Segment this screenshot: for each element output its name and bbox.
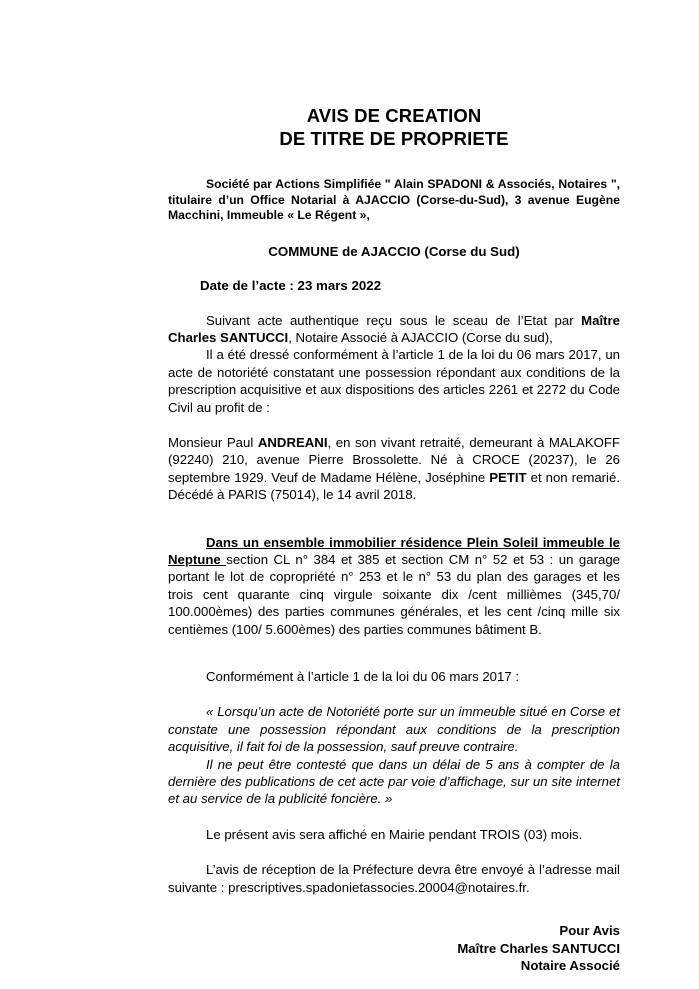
title-line-2: DE TITRE DE PROPRIETE bbox=[279, 128, 509, 149]
conformement-paragraph: Conformément à l’article 1 de la loi du 06 mars 2017 : bbox=[206, 669, 519, 684]
spacer bbox=[168, 685, 620, 703]
property-description-paragraph bbox=[168, 534, 620, 638]
signature-line-3: Notaire Associé bbox=[520, 958, 620, 974]
spacer bbox=[168, 504, 620, 534]
act-intro-tail: , Notaire Associé à AJACCIO (Corse du sud), bbox=[288, 329, 553, 345]
spacer bbox=[168, 294, 620, 312]
prefecture-tail: . bbox=[525, 879, 530, 895]
firm-text: Société par Actions Simplifiée " Alain SPADONI & Associés, Notaires ", titulaire d’un Office Notarial à AJACCIO (Corse-du-Sud), 3 avenue Eugène Macchini, Immeuble « Le Régent », bbox=[168, 177, 620, 222]
signature-block bbox=[168, 922, 620, 975]
legal-quote-paragraph-2: Il ne peut être contesté que dans un délai de 5 ans à compter de la dernière des publications de cet acte par voie d’affichage, sur un site internet et au service de la publicité foncière. » bbox=[168, 756, 620, 807]
spacer bbox=[168, 808, 620, 826]
notoriete-paragraph: Il a été dressé conformément à l’article 1 de la loi du 06 mars 2017, un acte de notoriété constatant une possession répondant aux conditions de la prescription acquisitive et aux dispositions des articles 2261 et 2272 du Code Civil au profit de : bbox=[168, 347, 620, 415]
spacer bbox=[168, 416, 620, 434]
signature-line-1: Pour Avis bbox=[559, 923, 620, 939]
legal-quote-paragraph-1: « Lorsqu’un acte de Notoriété porte sur un immeuble situé en Corse et constate une possession répondant aux conditions de la prescription acquisitive, il fait foi de la possession, sauf preuve contraire. bbox=[168, 704, 620, 755]
spacer bbox=[168, 638, 620, 668]
person-paragraph bbox=[168, 434, 620, 504]
act-intro-lead: Suivant acte authentique reçu sous le sceau de l’Etat par bbox=[206, 312, 582, 328]
prefecture-lead: L’avis de réception de la Préfecture devra être envoyé à l’adresse mail suivante : bbox=[168, 862, 620, 895]
property-details: section CL n° 384 et 385 et section CM n° 52 et 53 : un garage portant le lot de copropriété n° 253 et le n° 53 du plan des garages et les trois cent quarante cinq virgule soixante dix /cent millièmes (345,70/ 100.000èmes) des parties communes générales, et les cent /cinq mille six centièmes (100/ 5.600èmes) des parties communes bâtiment B. bbox=[168, 551, 620, 637]
person-seg-3: et non remarié. Décédé à PARIS (75014), le 14 avril 2018. bbox=[168, 469, 620, 503]
property-building-name: Dans un ensemble immobilier résidence Plein Soleil immeuble le Neptune bbox=[168, 534, 620, 567]
page-title bbox=[168, 104, 620, 150]
firm-identification-block bbox=[168, 177, 620, 224]
affichage-paragraph: Le présent avis sera affiché en Mairie pendant TROIS (03) mois. bbox=[206, 826, 583, 842]
act-intro-paragraph bbox=[168, 312, 620, 347]
notary-name-bold: Maître Charles SANTUCCI bbox=[168, 312, 620, 345]
signature-line-2: Maître Charles SANTUCCI bbox=[457, 940, 620, 956]
spacer bbox=[168, 843, 620, 861]
person-seg-2: , en son vivant retraité, demeurant à MALAKOFF (92240) 210, avenue Pierre Brossolette. Né à CROCE (20237), le 26 septembre 1929. Veuf de Madame Hélène, Joséphine bbox=[168, 434, 620, 485]
spouse-surname-petit: PETIT bbox=[489, 469, 527, 485]
prefecture-paragraph bbox=[168, 861, 620, 896]
title-line-1: AVIS DE CREATION bbox=[306, 105, 482, 126]
person-seg-1: Monsieur Paul bbox=[168, 434, 258, 450]
document-content-column bbox=[168, 0, 620, 975]
prefecture-email: prescriptives.spadonietassocies.20004@notaires.fr bbox=[228, 879, 526, 895]
date-of-act: Date de l’acte : 23 mars 2022 bbox=[200, 277, 382, 293]
commune-heading: COMMUNE de AJACCIO (Corse du Sud) bbox=[268, 243, 520, 259]
person-surname-andreani: ANDREANI bbox=[257, 434, 328, 450]
